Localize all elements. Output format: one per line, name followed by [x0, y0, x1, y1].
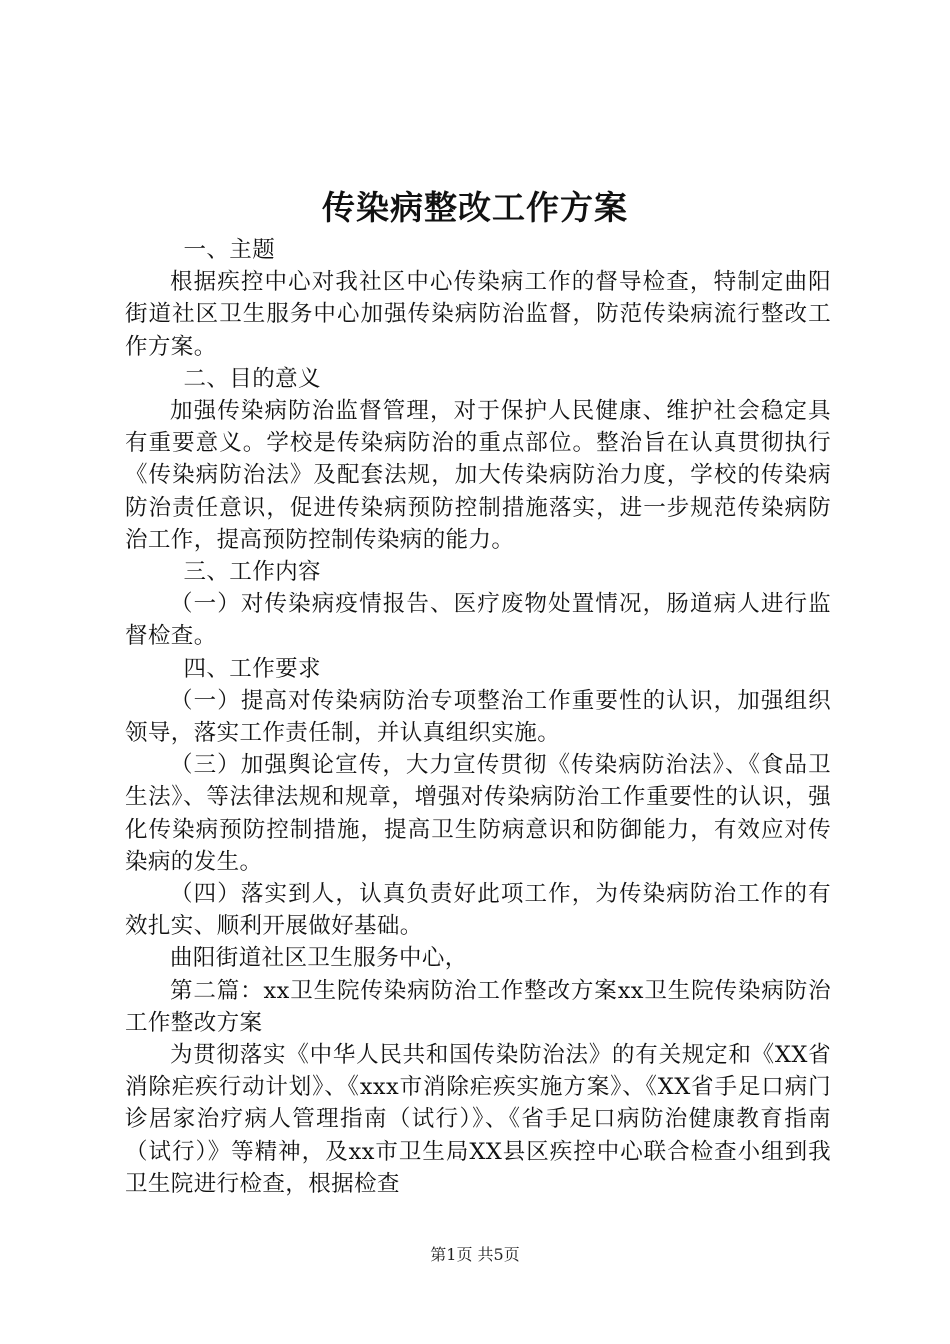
document-title: 传染病整改工作方案	[322, 188, 628, 227]
signature-line: 曲阳街道社区卫生服务中心，	[170, 945, 468, 972]
section-heading-3: 三、工作内容	[183, 559, 321, 586]
paragraph-6: （四）落实到人，认真负责好此项工作，为传染病防治工作的有效扎实、顺利开展做好基础。	[125, 881, 831, 940]
second-article-title: 第二篇：xx卫生院传染病防治工作整改方案xx卫生院传染病防治工作整改方案	[125, 977, 831, 1036]
section-heading-4: 四、工作要求	[183, 655, 321, 682]
section-heading-2: 二、目的意义	[183, 365, 321, 392]
paragraph-3: （一）对传染病疫情报告、医疗废物处置情况，肠道病人进行监督检查。	[125, 591, 831, 650]
paragraph-2: 加强传染病防治监督管理，对于保护人民健康、维护社会稳定具有重要意义。学校是传染病防治的重点部位。整治旨在认真贯彻执行《传染病防治法》及配套法规，加大传染病防治力度，学校的传染病防治责任意识，促进传染病预防控制措施落实，进一步规范传染病防治工作，提高预防控制传染病的能力。	[125, 398, 831, 553]
document-body	[125, 234, 831, 1200]
section-heading-1: 一、主题	[183, 237, 276, 263]
paragraph-4: （一）提高对传染病防治专项整治工作重要性的认识，加强组织领导，落实工作责任制，并认真组织实施。	[125, 687, 831, 747]
page-footer: 第1页 共5页	[430, 1245, 520, 1264]
paragraph-1: 根据疾控中心对我社区中心传染病工作的督导检查，特制定曲阳街道社区卫生服务中心加强传染病防治监督，防范传染病流行整改工作方案。	[125, 269, 831, 360]
paragraph-5: （三）加强舆论宣传，大力宣传贯彻《传染病防治法》、《食品卫生法》、等法律法规和规章，增强对传染病防治工作重要性的认识，强化传染病预防控制措施，提高卫生防病意识和防御能力，有效应对传染病的发生。	[125, 752, 831, 875]
paragraph-7: 为贯彻落实《中华人民共和国传染防治法》的有关规定和《XX省消除疟疾行动计划》、《xxx市消除疟疾实施方案》、《XX省手足口病门诊居家治疗病人管理指南（试行）》、《省手足口病防治健康教育指南（试行）》等精神，及xx市卫生局XX县区疾控中心联合检查小组到我卫生院进行检查，根据检查	[125, 1042, 831, 1197]
